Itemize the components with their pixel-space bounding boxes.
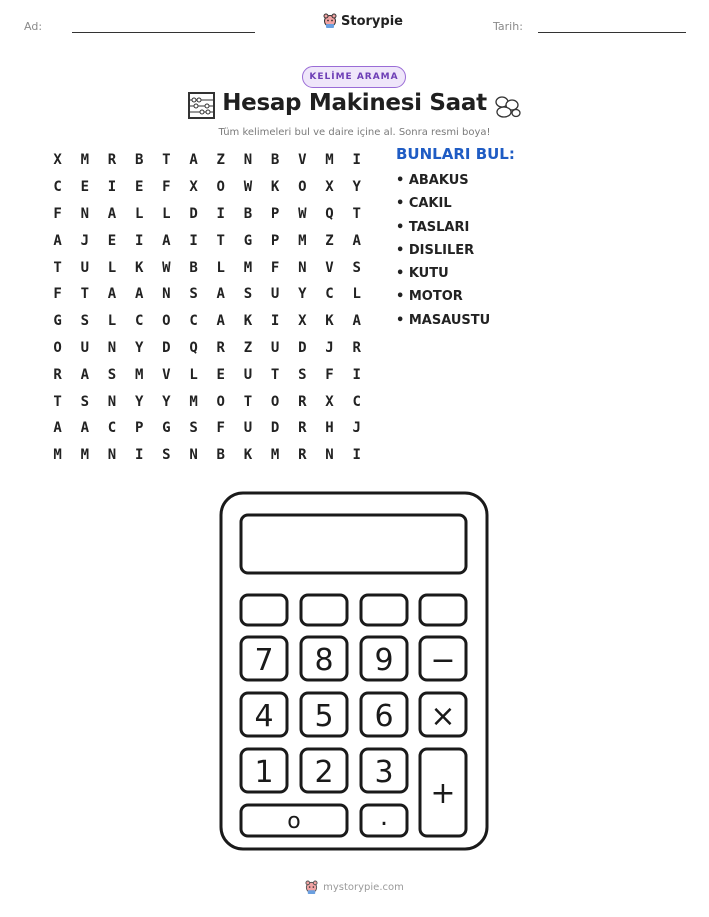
grid-letter[interactable]: M [80,447,89,464]
calculator-top-key [301,595,347,625]
grid-letter[interactable]: Q [325,205,334,222]
grid-letter[interactable]: I [134,447,144,464]
grid-letter[interactable]: M [243,259,253,276]
grid-letter[interactable]: B [243,205,253,222]
grid-letter[interactable]: P [134,420,144,437]
grid-letter[interactable]: M [325,152,334,169]
grid-letter[interactable]: A [53,232,62,249]
grid-letter[interactable]: R [53,366,62,383]
calc-key-label: 3 [374,755,394,790]
grid-letter[interactable]: F [270,259,280,276]
grid-letter[interactable]: C [53,179,62,196]
grid-letter[interactable]: I [134,232,144,249]
grid-letter[interactable]: M [53,447,62,464]
grid-letter[interactable]: G [243,232,253,249]
calc-key-label: × [430,699,456,734]
grid-letter[interactable]: T [243,393,253,410]
grid-letter[interactable]: W [162,259,171,276]
grid-letter[interactable]: F [53,205,62,222]
grid-letter[interactable]: L [162,205,171,222]
grid-letter[interactable]: J [352,420,361,437]
grid-letter[interactable]: B [270,152,280,169]
brand-name: Storypie [341,13,403,29]
grid-letter[interactable]: A [80,420,89,437]
word-list-item: • MASAUSTU [396,312,491,328]
grid-letter[interactable]: O [216,393,225,410]
grid-letter[interactable]: N [189,447,198,464]
grid-letter[interactable]: C [134,313,144,330]
grid-letter[interactable]: K [134,259,144,276]
grid-letter[interactable]: M [189,393,198,410]
grid-letter[interactable]: M [298,232,307,249]
grid-letter[interactable]: N [107,339,117,356]
grid-letter[interactable]: G [162,420,171,437]
grid-letter[interactable]: A [216,313,225,330]
grid-letter[interactable]: Z [243,339,253,356]
grid-letter[interactable]: B [189,259,198,276]
grid-letter[interactable]: N [107,393,117,410]
grid-letter[interactable]: N [298,259,307,276]
grid-letter[interactable]: T [352,205,361,222]
grid-letter[interactable]: K [243,313,253,330]
grid-letter[interactable]: S [80,313,89,330]
grid-letter[interactable]: T [216,232,225,249]
grid-letter[interactable]: L [107,259,117,276]
grid-letter[interactable]: S [243,286,253,303]
grid-letter[interactable]: D [162,339,171,356]
grid-letter[interactable]: X [53,152,62,169]
grid-letter[interactable]: I [352,152,361,169]
grid-letter[interactable]: S [298,366,307,383]
calc-key-label: − [430,643,456,678]
word-list-item: • CAKIL [396,196,452,212]
word-list-item: • ABAKUS [396,173,469,188]
grid-letter[interactable]: B [134,152,144,169]
grid-letter[interactable]: Y [134,339,144,356]
grid-letter[interactable]: T [53,393,62,410]
calculator-display [241,515,466,573]
grid-letter[interactable]: C [107,420,117,437]
grid-letter[interactable]: Q [189,339,198,356]
calculator-top-key [361,595,407,625]
name-label: Ad: [24,20,43,33]
grid-letter[interactable]: D [298,339,307,356]
grid-letter[interactable]: A [352,232,361,249]
word-list-item: • MOTOR [396,289,463,305]
grid-letter[interactable]: L [216,259,225,276]
grid-letter[interactable]: J [80,232,89,249]
grid-letter[interactable]: N [325,447,334,464]
calc-key-label: o [287,809,301,834]
grid-letter[interactable]: Y [134,393,144,410]
grid-letter[interactable]: I [352,447,361,464]
footer-url: mystorypie.com [323,882,404,893]
grid-letter[interactable]: U [80,339,89,356]
grid-letter[interactable]: J [325,339,334,356]
date-line [538,32,686,33]
grid-letter[interactable]: U [270,339,280,356]
grid-letter[interactable]: D [270,420,280,437]
word-list-item: • DISLILER [396,242,475,258]
grid-letter[interactable]: E [134,179,144,196]
grid-letter[interactable]: E [107,232,117,249]
grid-letter[interactable]: W [298,205,307,222]
grid-letter[interactable]: S [189,286,198,303]
grid-letter[interactable]: L [352,286,361,303]
calculator-top-key [420,595,466,625]
grid-letter[interactable]: S [189,420,198,437]
calc-key-label: 8 [314,643,334,678]
grid-letter[interactable]: A [134,286,144,303]
grid-letter[interactable]: T [162,152,171,169]
grid-letter[interactable]: A [352,313,361,330]
word-list-title: BUNLARI BUL: [396,145,515,163]
brand-logo [323,13,403,29]
grid-letter[interactable]: M [80,152,89,169]
name-line [72,32,255,33]
grid-letter[interactable]: U [270,286,280,303]
grid-letter[interactable]: X [189,179,198,196]
grid-letter[interactable]: C [325,286,334,303]
grid-letter[interactable]: F [325,366,334,383]
storypie-mascot-icon [323,13,337,29]
grid-letter[interactable]: F [162,179,171,196]
calc-key-label: 2 [314,755,334,790]
grid-letter[interactable]: N [107,447,117,464]
grid-letter[interactable]: T [270,366,280,383]
grid-letter[interactable]: Y [162,393,171,410]
calculator-illustration [218,490,490,852]
calc-key-label: 7 [254,643,274,678]
grid-letter[interactable]: H [325,420,334,437]
grid-letter[interactable]: P [270,232,280,249]
grid-letter[interactable]: K [243,447,253,464]
grid-letter[interactable]: N [80,205,89,222]
grid-letter[interactable]: B [216,447,225,464]
grid-letter[interactable]: R [298,393,307,410]
grid-letter[interactable]: S [162,447,171,464]
pebbles-icon [492,93,522,119]
grid-letter[interactable]: S [107,366,117,383]
grid-letter[interactable]: F [53,286,62,303]
grid-letter[interactable]: A [107,286,117,303]
grid-letter[interactable]: O [162,313,171,330]
grid-letter[interactable]: Z [325,232,334,249]
word-list-item: • KUTU [396,266,449,282]
calc-key-label: + [430,776,456,811]
grid-letter[interactable]: U [80,259,89,276]
grid-letter[interactable]: R [216,339,225,356]
calc-key-label: 6 [374,699,394,734]
grid-letter[interactable]: M [270,447,280,464]
calc-key-label: . [379,802,389,832]
grid-letter[interactable]: R [107,152,117,169]
grid-letter[interactable]: L [189,366,198,383]
footer [0,880,709,895]
grid-letter[interactable]: I [189,232,198,249]
grid-letter[interactable]: A [189,152,198,169]
grid-letter[interactable]: U [243,366,253,383]
grid-letter[interactable]: O [216,179,225,196]
word-list-item: • TASLARI [396,219,470,235]
grid-letter[interactable]: R [298,447,307,464]
grid-letter[interactable]: P [270,205,280,222]
grid-letter[interactable]: T [53,259,62,276]
grid-letter[interactable]: V [162,366,171,383]
grid-letter[interactable]: Z [216,152,225,169]
grid-letter[interactable]: A [80,366,89,383]
grid-letter[interactable]: S [80,393,89,410]
calc-key-label: 1 [254,755,274,790]
page-title: Hesap Makinesi Saat [222,90,487,116]
grid-letter[interactable]: F [216,420,225,437]
grid-letter[interactable]: I [216,205,225,222]
grid-letter[interactable]: A [216,286,225,303]
grid-letter[interactable]: A [162,232,171,249]
grid-letter[interactable]: O [53,339,62,356]
grid-letter[interactable]: X [298,313,307,330]
grid-letter[interactable]: I [352,366,361,383]
category-badge: KELİME ARAMA [302,66,406,88]
grid-letter[interactable]: O [298,179,307,196]
grid-letter[interactable]: M [134,366,144,383]
grid-letter[interactable]: I [270,313,280,330]
grid-letter[interactable]: E [216,366,225,383]
grid-letter[interactable]: L [107,313,117,330]
grid-letter[interactable]: N [243,152,253,169]
grid-letter[interactable]: R [298,420,307,437]
grid-letter[interactable]: A [53,420,62,437]
grid-letter[interactable]: Y [352,179,361,196]
grid-letter[interactable]: L [134,205,144,222]
grid-letter[interactable]: Y [298,286,307,303]
calc-key-label: 5 [314,699,334,734]
grid-letter[interactable]: G [53,313,62,330]
grid-letter[interactable]: E [80,179,89,196]
grid-letter[interactable]: X [325,393,334,410]
grid-letter[interactable]: C [189,313,198,330]
calc-key-label: 4 [254,699,274,734]
grid-letter[interactable]: K [325,313,334,330]
grid-letter[interactable]: W [243,179,253,196]
grid-letter[interactable]: X [325,179,334,196]
grid-letter[interactable]: U [243,420,253,437]
grid-letter[interactable]: N [162,286,171,303]
instructions: Tüm kelimeleri bul ve daire içine al. Sonra resmi boya! [218,127,491,138]
calc-key-label: 9 [374,643,394,678]
date-label: Tarih: [493,20,523,33]
grid-letter[interactable]: C [352,393,361,410]
grid-letter[interactable]: K [270,179,280,196]
calculator-top-key [241,595,287,625]
storypie-mascot-icon [305,880,318,895]
grid-letter[interactable]: I [107,179,117,196]
grid-letter[interactable]: O [270,393,280,410]
grid-letter[interactable]: V [325,259,334,276]
grid-letter[interactable]: R [352,339,361,356]
word-search-grid [44,147,370,469]
word-list [396,172,490,335]
grid-letter[interactable]: S [352,259,361,276]
grid-letter[interactable]: A [107,205,117,222]
grid-letter[interactable]: V [298,152,307,169]
grid-letter[interactable]: T [80,286,89,303]
grid-letter[interactable]: D [189,205,198,222]
